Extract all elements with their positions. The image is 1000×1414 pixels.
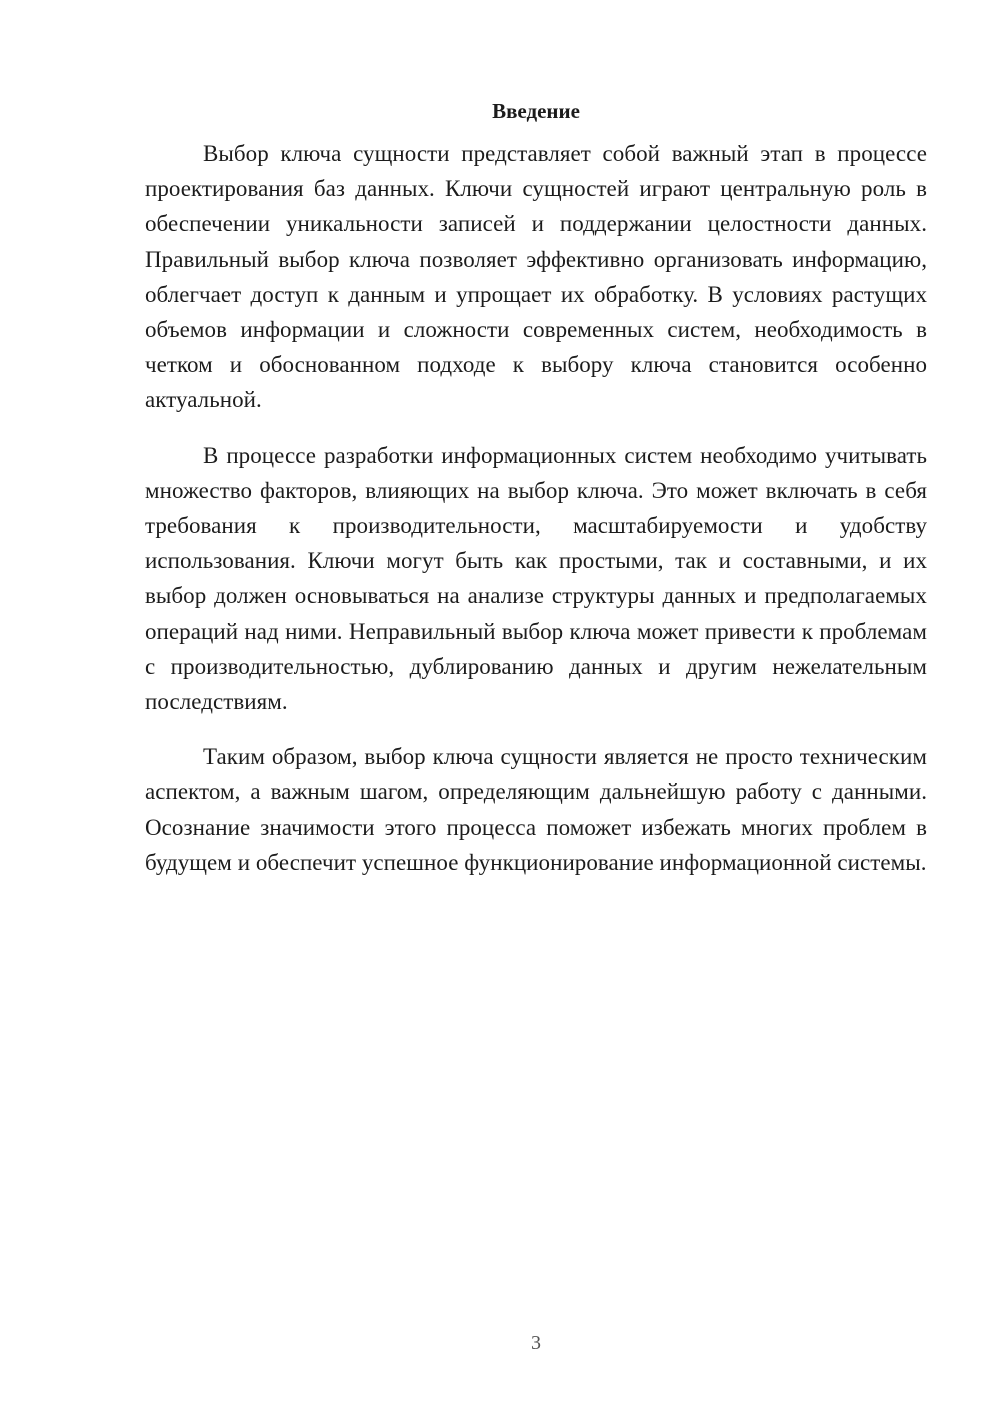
paragraph-2: В процессе разработки информационных систем необходимо учитывать множество факторов, влияющих на выбор ключа. Это может включать в себя требования к производительности, масштабируемости и удобству использования. Ключи могут быть как простыми, так и составными, и их выбор должен основываться на анализе структуры данных и предполагаемых операций над ними. Неправильный выбор ключа может привести к проблемам с производительностью, дублированию данных и другим нежелательным последствиям. [145,442,927,715]
paragraph-1: Выбор ключа сущности представляет собой важный этап в процессе проектирования баз данных. Ключи сущностей играют центральную роль в обеспечении уникальности записей и поддержании целостности данных. Правильный выбор ключа позволяет эффективно организовать информацию, облегчает доступ к данным и упрощает их обработку. В условиях растущих объемов информации и сложности современных систем, необходимость в четком и обоснованном подходе к выбору ключа становится особенно актуальной. [145,141,927,413]
page-number: 3 [531,1332,541,1354]
paragraph-3: Таким образом, выбор ключа сущности является не просто техническим аспектом, а важным шагом, определяющим дальнейшую работу с данными. Осознание значимости этого процесса поможет избежать многих проблем в будущем и обеспечит успешное функционирование информационной системы. [145,744,927,875]
page-content [145,96,927,900]
section-title: Введение [492,99,580,123]
